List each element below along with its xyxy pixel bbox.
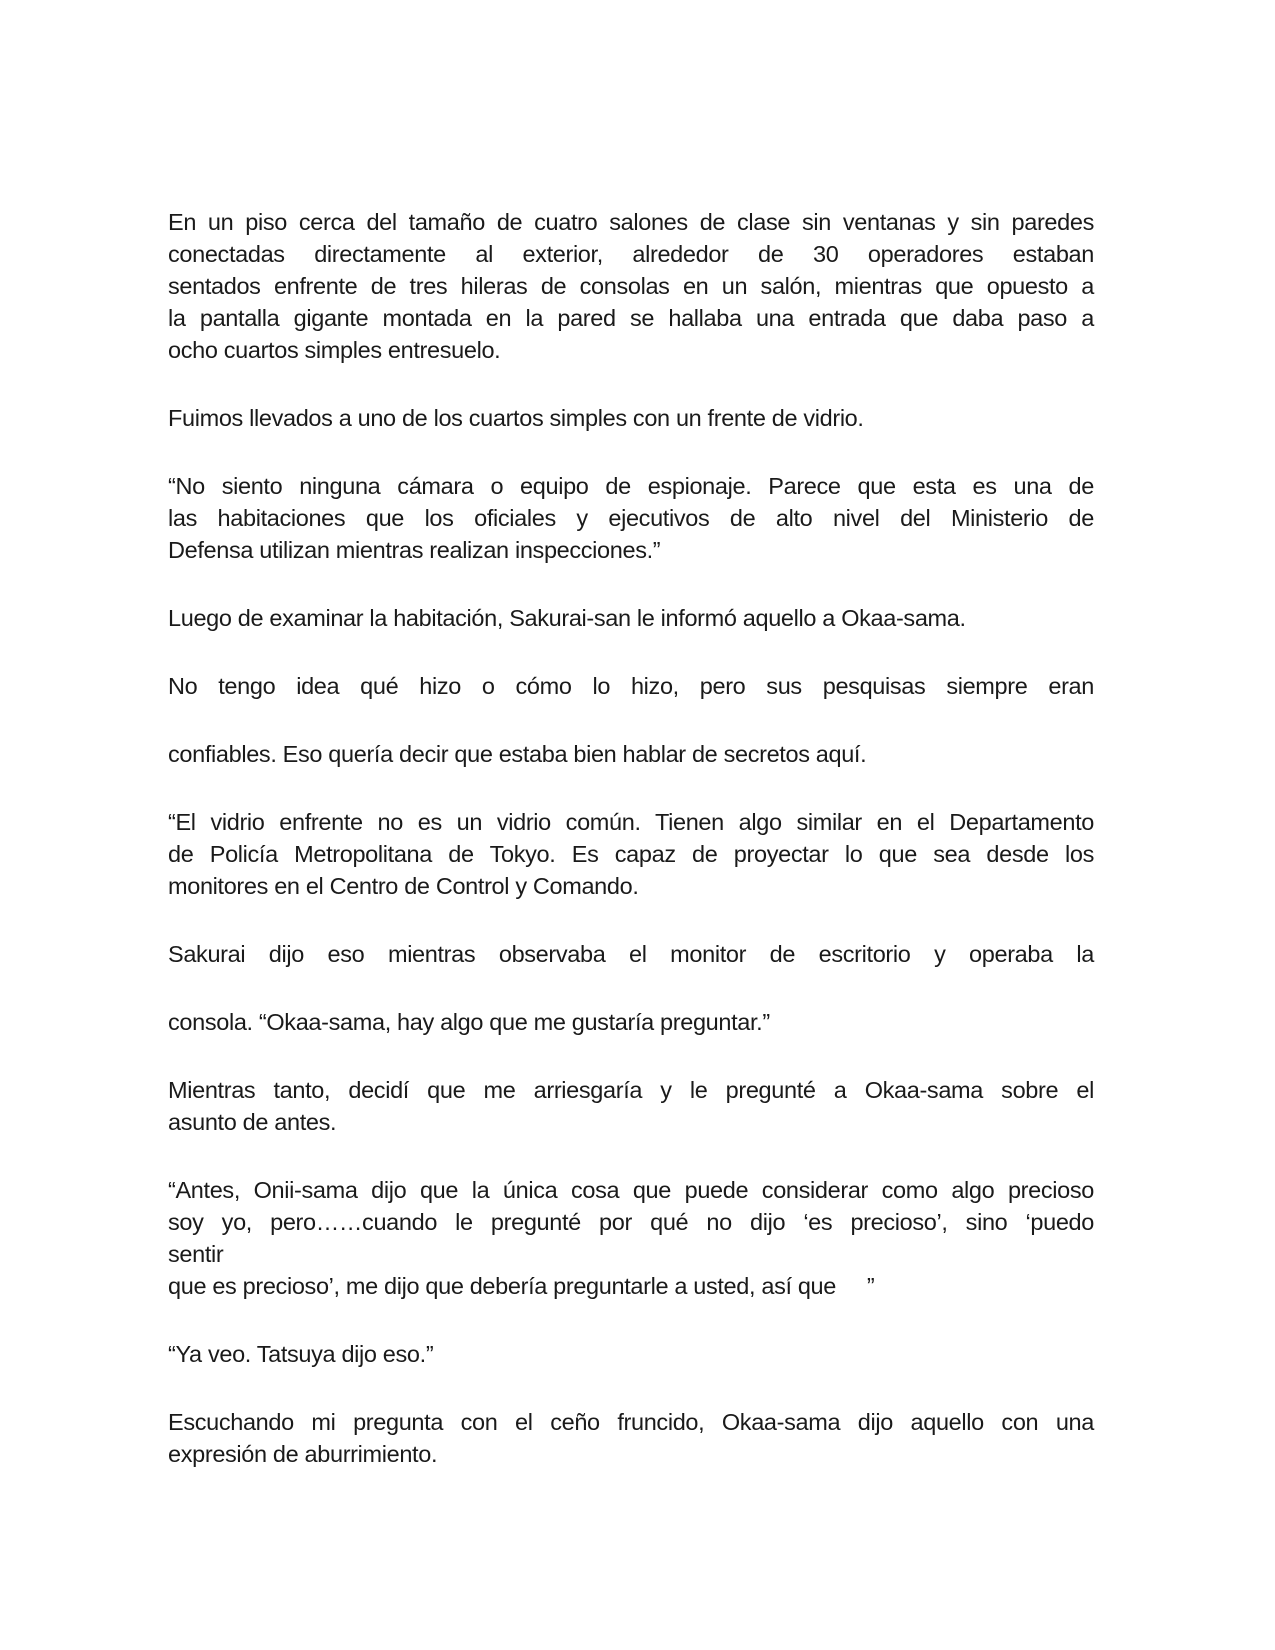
text-line: Defensa utilizan mientras realizan inspecciones.” (168, 537, 661, 563)
text-line: consola. “Okaa-sama, hay algo que me gustaría preguntar.” (168, 1009, 770, 1035)
paragraph (168, 602, 1094, 634)
text-line: Sakurai dijo eso mientras observaba el monitor de escritorio y operaba la (168, 941, 1094, 967)
text-line: sentados enfrente de tres hileras de consolas en un salón, mientras que opuesto a (168, 273, 1094, 299)
paragraph (168, 206, 1094, 366)
text-line: “Antes, Onii-sama dijo que la única cosa que puede considerar como algo precioso (168, 1177, 1094, 1203)
paragraph (168, 402, 1094, 434)
text-line: “No siento ninguna cámara o equipo de espionaje. Parece que esta es una de (168, 473, 1094, 499)
text-line: de Policía Metropolitana de Tokyo. Es capaz de proyectar lo que sea desde los (168, 841, 1094, 867)
text-line: Luego de examinar la habitación, Sakurai-san le informó aquello a Okaa-sama. (168, 605, 966, 631)
paragraph (168, 470, 1094, 566)
text-line: que es precioso’, me dijo que debería preguntarle a usted, así que ” (168, 1273, 875, 1299)
text-line: No tengo idea qué hizo o cómo lo hizo, pero sus pesquisas siempre eran (168, 673, 1094, 699)
text-line: Fuimos llevados a uno de los cuartos simples con un frente de vidrio. (168, 405, 864, 431)
text-line: sentir (168, 1241, 224, 1267)
paragraph (168, 1074, 1094, 1138)
text-line: soy yo, pero……cuando le pregunté por qué no dijo ‘es precioso’, sino ‘puedo (168, 1209, 1094, 1235)
text-line: confiables. Eso quería decir que estaba bien hablar de secretos aquí. (168, 741, 867, 767)
paragraph (168, 806, 1094, 902)
paragraph (168, 738, 1094, 770)
text-line: expresión de aburrimiento. (168, 1441, 438, 1467)
text-line: monitores en el Centro de Control y Comando. (168, 873, 639, 899)
text-line: “El vidrio enfrente no es un vidrio común. Tienen algo similar en el Departamento (168, 809, 1094, 835)
text-line: En un piso cerca del tamaño de cuatro salones de clase sin ventanas y sin paredes (168, 209, 1094, 235)
text-line: asunto de antes. (168, 1109, 337, 1135)
text-line: ocho cuartos simples entresuelo. (168, 337, 501, 363)
text-line: la pantalla gigante montada en la pared se hallaba una entrada que daba paso a (168, 305, 1094, 331)
text-line: las habitaciones que los oficiales y ejecutivos de alto nivel del Ministerio de (168, 505, 1094, 531)
paragraph (168, 1174, 1094, 1302)
text-column (168, 206, 1094, 1470)
text-line: Mientras tanto, decidí que me arriesgaría y le pregunté a Okaa-sama sobre el (168, 1077, 1094, 1103)
paragraph (168, 1338, 1094, 1370)
paragraph (168, 670, 1094, 702)
paragraph (168, 1006, 1094, 1038)
text-line: Escuchando mi pregunta con el ceño fruncido, Okaa-sama dijo aquello con una (168, 1409, 1094, 1435)
text-line: conectadas directamente al exterior, alrededor de 30 operadores estaban (168, 241, 1094, 267)
text-line: “Ya veo. Tatsuya dijo eso.” (168, 1341, 434, 1367)
paragraph (168, 938, 1094, 970)
paragraph (168, 1406, 1094, 1470)
